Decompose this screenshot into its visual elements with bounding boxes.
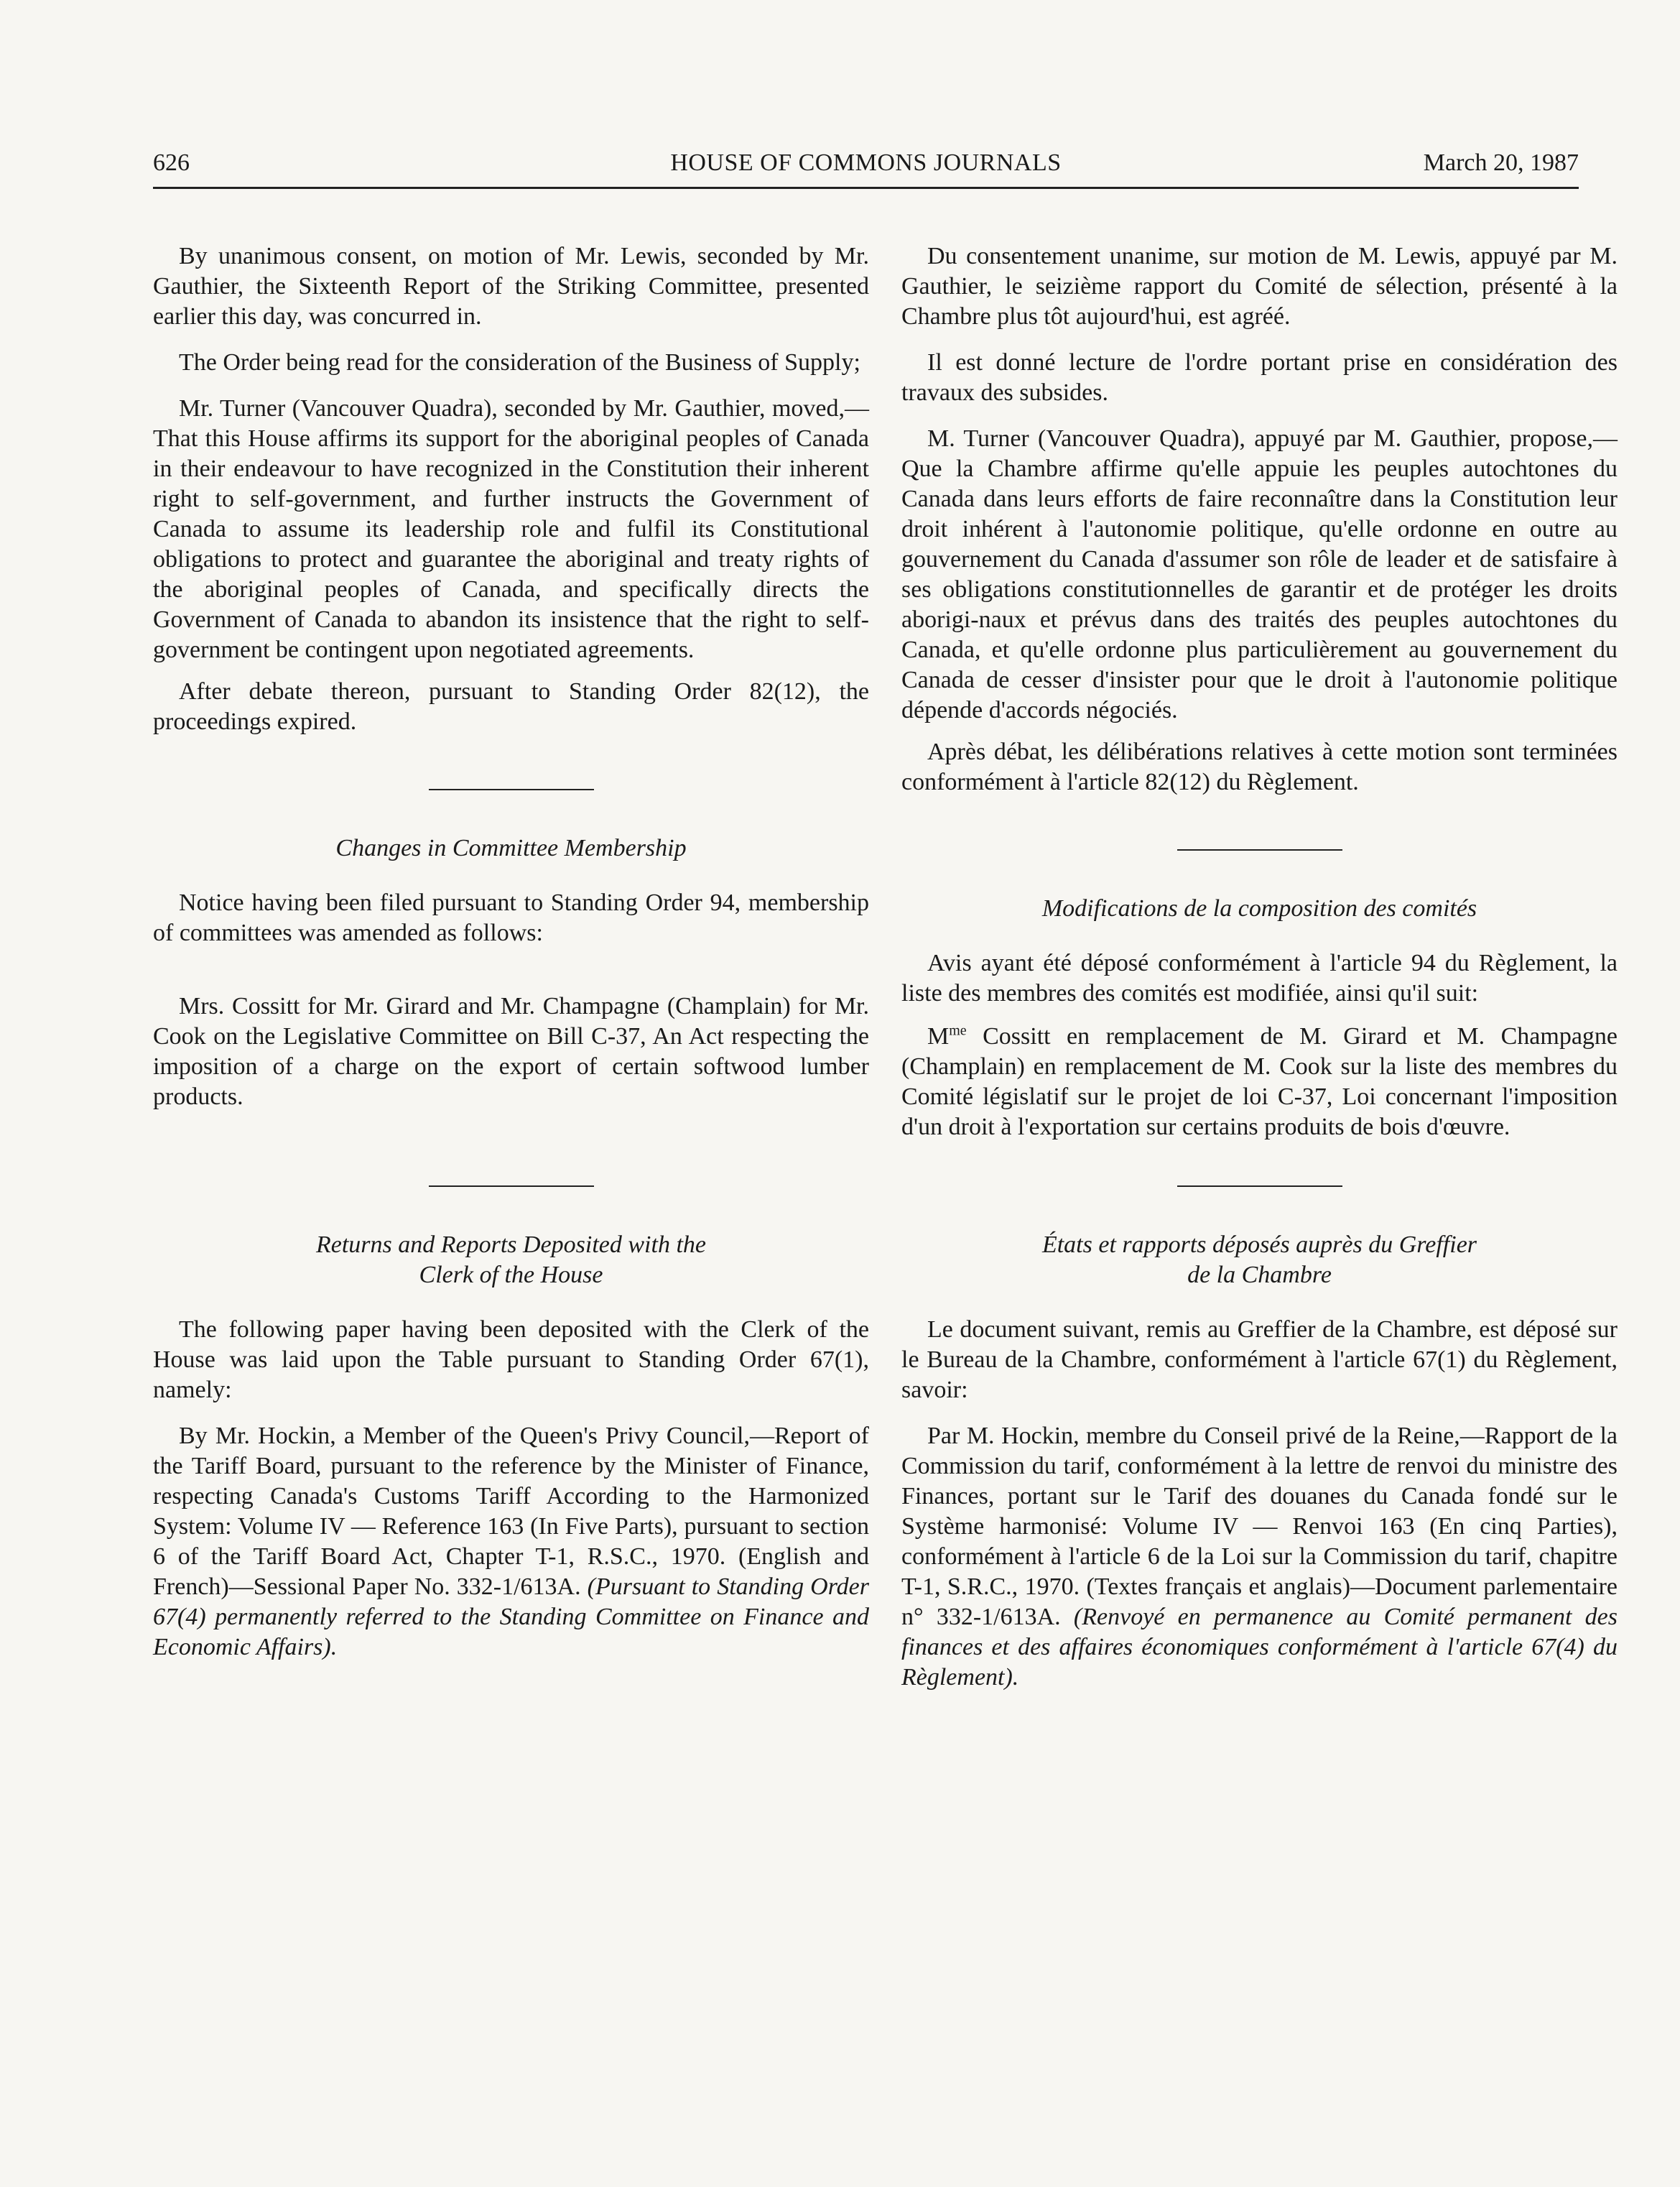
en-notice-paragraph: Notice having been filed pursuant to Standing Order 94, membership of committees was amended as follows: <box>153 889 869 946</box>
en-paper-deposited-paragraph: The following paper having been deposited with the Clerk of the House was laid upon the Table pursuant to Standing Order 67(1), namely: <box>153 1316 869 1403</box>
en-striking-committee-paragraph: By unanimous consent, on motion of Mr. Lewis, seconded by Mr. Gauthier, the Sixteenth Report of the Striking Committee, presented earlier this day, was concurred in. <box>153 243 869 330</box>
fr-membership-change-text: Cossitt en remplacement de M. Girard et M. Champagne (Champlain) en remplacement de M. Cook sur la liste des membres du Comité législatif sur le projet de loi C-37, Loi concernant l'imposition d'un droit à l'exportation sur certains produits de bois d'œuvre. <box>901 1023 1618 1140</box>
en-hockin-paragraph <box>153 1421 869 1663</box>
fr-committee-changes-heading: Modifications de la composition des comités <box>1041 895 1477 922</box>
fr-striking-committee-paragraph: Du consentement unanime, sur motion de M. Lewis, appuyé par M. Gauthier, le seizième rapport du Comité de sélection, présenté à la Chambre plus tôt aujourd'hui, est agréé. <box>901 243 1618 330</box>
page-date: March 20, 1987 <box>1423 149 1579 176</box>
en-returns-heading-line1: Returns and Reports Deposited with the <box>315 1231 706 1258</box>
en-debate-paragraph: After debate thereon, pursuant to Standing Order 82(12), the proceedings expired. <box>153 678 869 735</box>
fr-hockin-text: Par M. Hockin, membre du Conseil privé de la Reine,—Rapport de la Commission du tarif, conformément à la lettre de renvoi du ministre des Finances, portant sur le Tarif des douanes du Canada fondé sur le Système harmonisé: Volume IV — Renvoi 163 (En cinq Parties), conformément à l'article 6 de la Loi sur la Commission du tarif, chapitre T-1, S.R.C., 1970. (Textes français et anglais)—Document parlementaire n° 332-1/613A. <box>901 1423 1618 1630</box>
en-committee-changes-heading: Changes in Committee Membership <box>335 835 687 861</box>
fr-debate-paragraph: Après débat, les délibérations relatives à cette motion sont terminées conformément à l'article 82(12) du Règlement. <box>901 739 1618 795</box>
fr-returns-heading-line1: États et rapports déposés auprès du Greffier <box>1041 1231 1477 1258</box>
section-divider <box>429 1185 594 1187</box>
journal-title: HOUSE OF COMMONS JOURNALS <box>670 149 1062 176</box>
fr-mme-superscript: me <box>949 1022 967 1039</box>
fr-membership-change-paragraph <box>901 1022 1618 1142</box>
section-divider <box>1177 1185 1342 1187</box>
page-number: 626 <box>153 149 190 176</box>
fr-business-of-supply-paragraph: Il est donné lecture de l'ordre portant prise en considération des travaux des subsides. <box>901 349 1618 406</box>
page-header <box>153 147 1579 189</box>
en-business-of-supply-paragraph: The Order being read for the consideration of the Business of Supply; <box>179 349 860 376</box>
en-membership-change-paragraph: Mrs. Cossitt for Mr. Girard and Mr. Champagne (Champlain) for Mr. Cook on the Legislative Committee on Bill C-37, An Act respecting the imposition of a charge on the export of certain softwood lumber products. <box>153 993 869 1110</box>
fr-hockin-referral: (Renvoyé en permanence au Comité permanent des finances et des affaires économiques conformément à l'article 67(4) du Règlement). <box>901 1604 1618 1691</box>
en-hockin-referral: (Pursuant to Standing Order 67(4) permanently referred to the Standing Committee on Finance and Economic Affairs). <box>153 1573 869 1660</box>
section-divider <box>1177 849 1342 851</box>
fr-hockin-paragraph <box>901 1421 1618 1693</box>
fr-returns-heading-line2: de la Chambre <box>1187 1262 1332 1288</box>
en-returns-heading-line2: Clerk of the House <box>419 1262 603 1288</box>
en-turner-motion-paragraph: Mr. Turner (Vancouver Quadra), seconded by Mr. Gauthier, moved,—That this House affirms its support for the aboriginal peoples of Canada in their endeavour to have recognized in the Constitution their inherent right to self-government, and further instructs the Government of Canada to assume its leadership role and fulfil its Constitutional obligations to protect and guarantee the aboriginal and treaty rights of the aboriginal peoples of Canada, and specifically directs the Government of Canada to abandon its insistence that the right to self-government be contingent upon negotiated agreements. <box>153 395 869 663</box>
french-column <box>901 241 1618 1693</box>
fr-mme-prefix: M <box>927 1023 950 1050</box>
fr-paper-deposited-paragraph: Le document suivant, remis au Greffier de la Chambre, est déposé sur le Bureau de la Chambre, conformément à l'article 67(1) du Règlement, savoir: <box>901 1316 1618 1403</box>
english-column <box>153 241 869 1663</box>
section-divider <box>429 789 594 790</box>
en-hockin-text: By Mr. Hockin, a Member of the Queen's Privy Council,—Report of the Tariff Board, pursuant to the reference by the Minister of Finance, respecting Canada's Customs Tariff According to the Harmonized System: Volume IV — Reference 163 (In Five Parts), pursuant to section 6 of the Tariff Board Act, Chapter T-1, R.S.C., 1970. (English and French)—Sessional Paper No. 332-1/613A. <box>153 1423 869 1600</box>
fr-turner-motion-paragraph: M. Turner (Vancouver Quadra), appuyé par M. Gauthier, propose,—Que la Chambre affirme qu'elle appuie les peuples autochtones du Canada dans leurs efforts de faire reconnaître dans la Constitution leur droit inhérent à l'autonomie politique, qu'elle ordonne en outre au gouvernement du Canada d'assumer son rôle de leader et de satisfaire à ses obligations constitutionnelles de garantir et de protéger les droits aborigi-naux et prévus dans des traités des peuples autochtones du Canada, et qu'elle ordonne plus particulièrement au gouvernement du Canada de cesser d'insister pour que le droit à l'autonomie politique dépende d'accords négociés. <box>901 425 1618 723</box>
fr-notice-paragraph: Avis ayant été déposé conformément à l'article 94 du Règlement, la liste des membres des comités est modifiée, ainsi qu'il suit: <box>901 950 1618 1007</box>
